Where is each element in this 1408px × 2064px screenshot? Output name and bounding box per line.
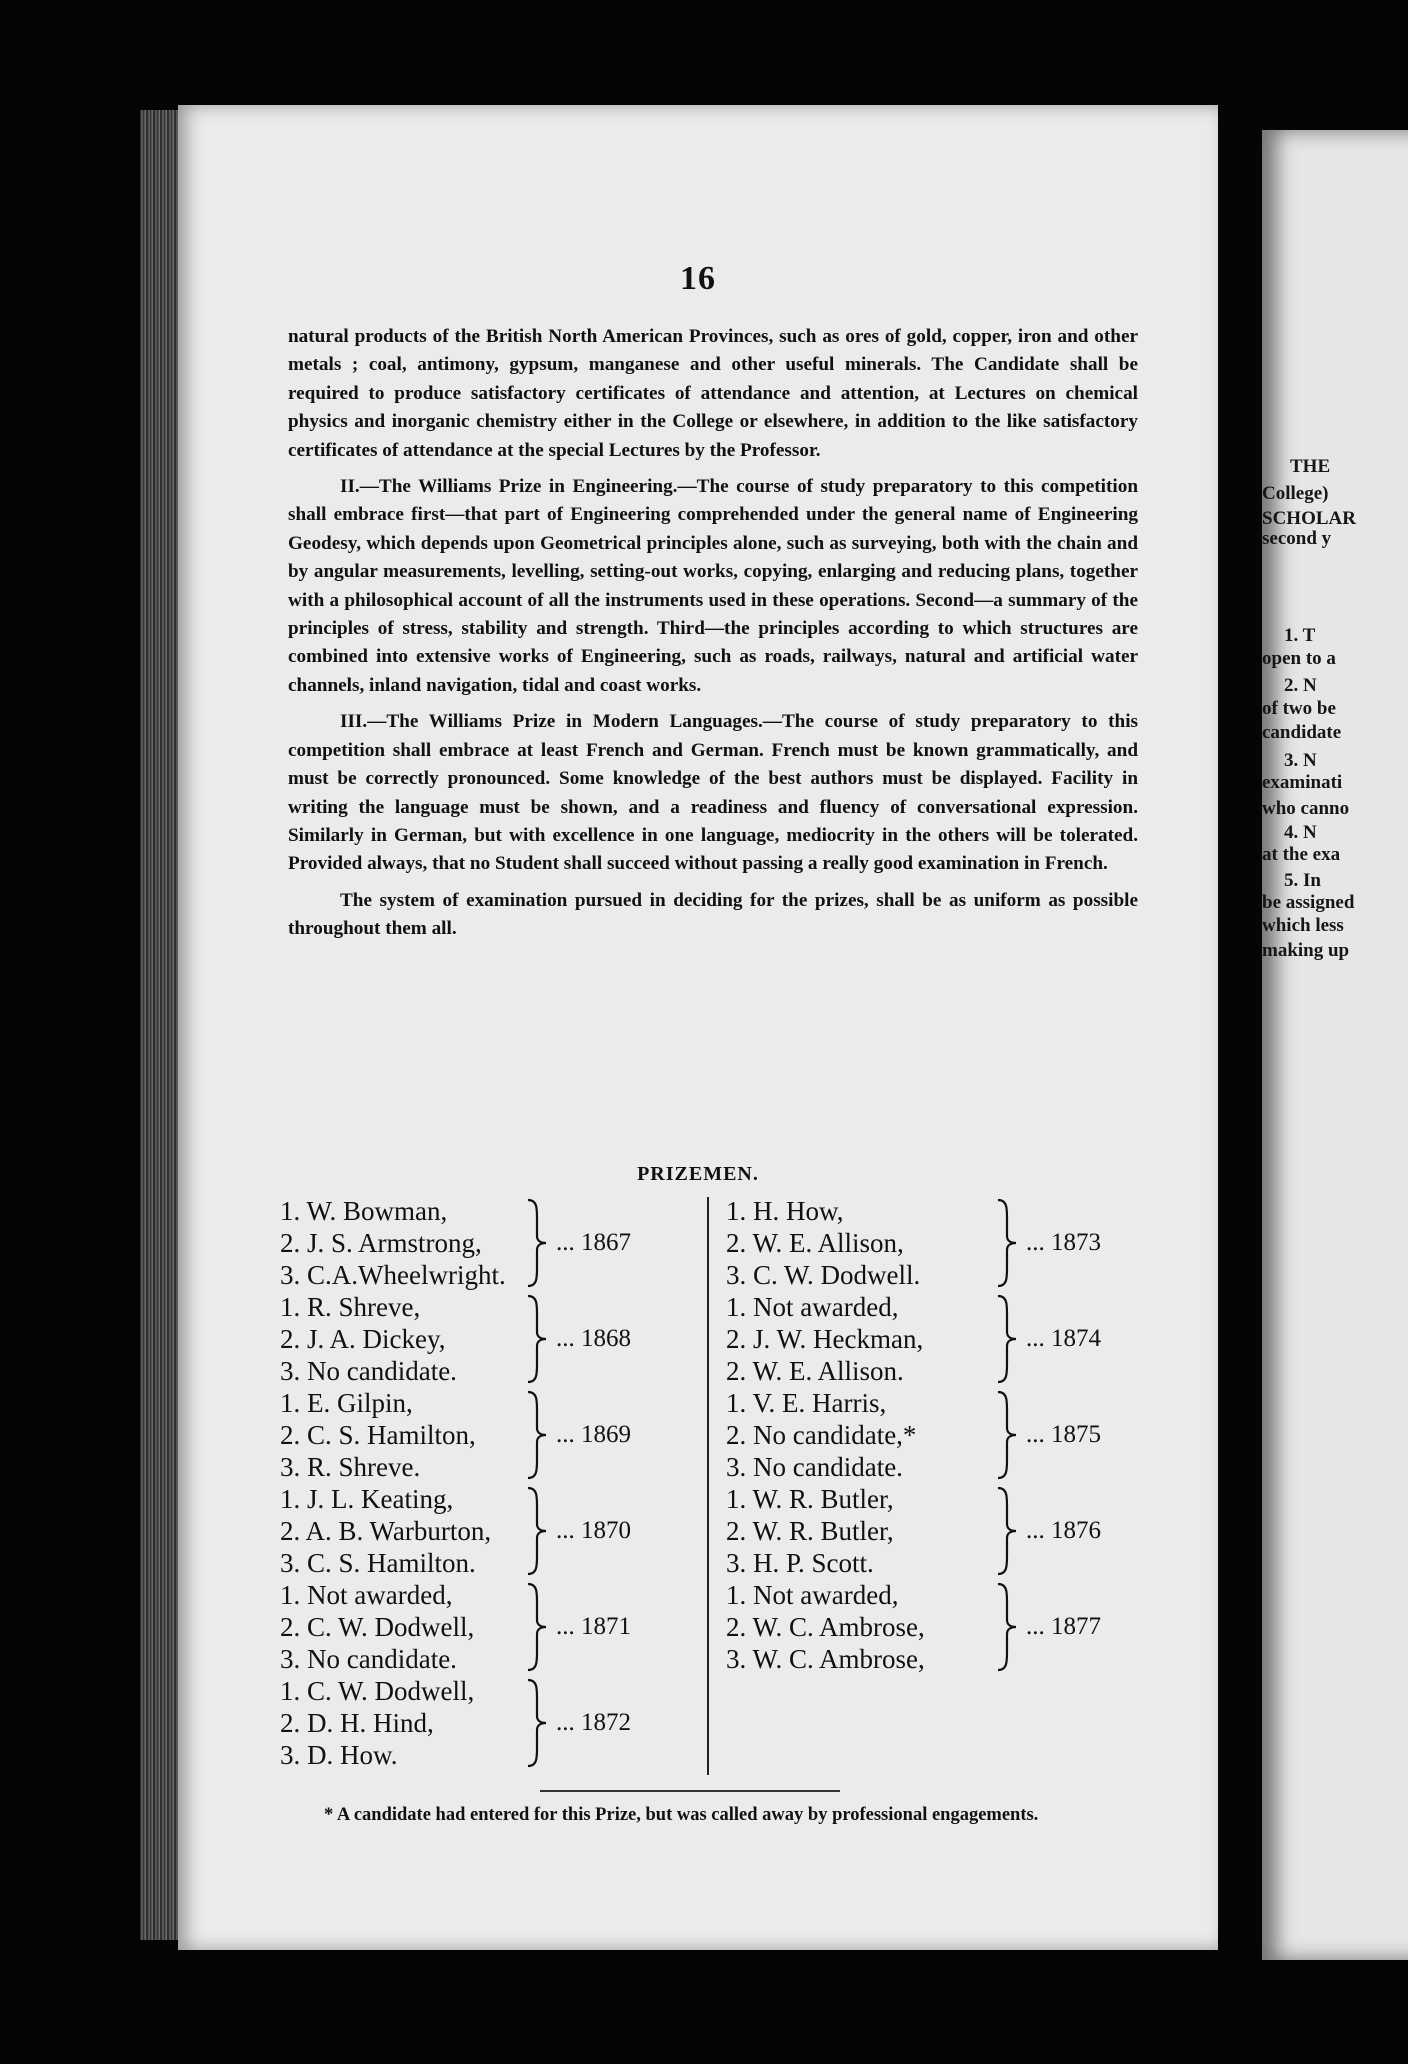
adjacent-page-line: at the exa xyxy=(1262,844,1341,865)
prizeman-entry: 2. W. E. Allison, xyxy=(726,1228,904,1258)
curly-brace xyxy=(994,1582,1020,1672)
prize-year: ... 1872 xyxy=(556,1709,631,1736)
prizemen-left-column xyxy=(280,1195,700,1771)
prizeman-entry: 1. W. R. Butler, xyxy=(726,1484,894,1514)
prizeman-entry: 3. W. C. Ambrose, xyxy=(726,1644,925,1674)
adjacent-page-line: making up xyxy=(1262,940,1350,961)
curly-brace xyxy=(994,1486,1020,1576)
page-number: 16 xyxy=(680,260,716,297)
prizeman-entry: 1. Not awarded, xyxy=(280,1580,453,1610)
body-text xyxy=(288,323,1138,952)
prize-year: ... 1873 xyxy=(1026,1229,1101,1256)
prizeman-entry: 1. J. L. Keating, xyxy=(280,1484,454,1514)
prize-year: ... 1868 xyxy=(556,1325,631,1352)
prize-year-group xyxy=(280,1291,700,1387)
adjacent-page-line: of two be xyxy=(1262,698,1336,719)
prizeman-entry: 2. C. W. Dodwell, xyxy=(280,1612,475,1642)
adjacent-page-edge xyxy=(1262,130,1408,1960)
prizeman-entry: 2. W. R. Butler, xyxy=(726,1516,894,1546)
prizeman-entry: 3. C. W. Dodwell. xyxy=(726,1260,921,1290)
footnote-rule xyxy=(540,1790,840,1792)
curly-brace xyxy=(994,1390,1020,1480)
prizeman-entry: 1. Not awarded, xyxy=(726,1292,899,1322)
prizeman-entry: 2. W. E. Allison. xyxy=(726,1356,904,1386)
adjacent-page-line: SCHOLAR xyxy=(1262,508,1356,529)
prizeman-entry: 2. J. A. Dickey, xyxy=(280,1324,446,1354)
prize-year-group xyxy=(726,1387,1146,1483)
adjacent-page-line: THE xyxy=(1290,456,1331,477)
prizeman-entry: 1. Not awarded, xyxy=(726,1580,899,1610)
prizeman-entry: 3. No candidate. xyxy=(726,1452,903,1482)
adjacent-page-line: which less xyxy=(1262,915,1344,936)
prizeman-entry: 2. J. W. Heckman, xyxy=(726,1324,924,1354)
prize-year-group xyxy=(726,1579,1146,1675)
prizeman-entry: 2. W. C. Ambrose, xyxy=(726,1612,925,1642)
prize-year-group xyxy=(726,1291,1146,1387)
adjacent-page-line: be assigned xyxy=(1262,892,1355,913)
prize-year: ... 1869 xyxy=(556,1421,631,1448)
prizeman-entry: 3. C. S. Hamilton. xyxy=(280,1548,476,1578)
page xyxy=(178,105,1218,1950)
prize-year: ... 1870 xyxy=(556,1517,631,1544)
curly-brace xyxy=(524,1198,550,1288)
paragraph-minerals: natural products of the British North American Provinces, such as ores of gold, copper, iron and other metals ; coal, antimony, gypsum, manganese and other useful minerals. The Candidate shall be required to produce satisfactory certificates of attendance and attention, at Lectures on chemical physics and inorganic chemistry either in the College or elsewhere, in addition to the like satisfactory certificates of attendance at the special Lectures by the Professor. xyxy=(288,326,1138,461)
adjacent-page-line: 5. In xyxy=(1284,870,1321,891)
prizeman-entry: 2. J. S. Armstrong, xyxy=(280,1228,482,1258)
prizeman-entry: 3. R. Shreve. xyxy=(280,1452,421,1482)
adjacent-page-line: 1. T xyxy=(1284,625,1316,646)
prizeman-entry: 3. No candidate. xyxy=(280,1644,457,1674)
prize-year: ... 1871 xyxy=(556,1613,631,1640)
prize-year-group xyxy=(280,1579,700,1675)
prize-year: ... 1876 xyxy=(1026,1517,1101,1544)
prize-year-group xyxy=(280,1387,700,1483)
prizeman-entry: 1. E. Gilpin, xyxy=(280,1388,413,1418)
prize-year: ... 1874 xyxy=(1026,1325,1101,1352)
prize-year: ... 1877 xyxy=(1026,1613,1101,1640)
adjacent-page-line: open to a xyxy=(1262,648,1336,669)
book-spine xyxy=(140,110,180,1940)
prize-year: ... 1867 xyxy=(556,1229,631,1256)
adjacent-page-line: College) xyxy=(1262,483,1329,504)
adjacent-page-line: 3. N xyxy=(1284,750,1317,771)
prizeman-entry: 3. D. How. xyxy=(280,1740,398,1770)
prizeman-entry: 1. C. W. Dodwell, xyxy=(280,1676,475,1706)
prizeman-entry: 1. H. How, xyxy=(726,1196,844,1226)
prizemen-right-column xyxy=(726,1195,1146,1675)
adjacent-page-line: examinati xyxy=(1262,772,1343,793)
curly-brace xyxy=(524,1582,550,1672)
prizeman-entry: 2. No candidate,* xyxy=(726,1420,917,1450)
adjacent-page-line: second y xyxy=(1262,528,1332,549)
prize-year-group xyxy=(726,1195,1146,1291)
curly-brace xyxy=(994,1198,1020,1288)
prize-year-group xyxy=(280,1483,700,1579)
paragraph-examination-system: The system of examination pursued in deciding for the prizes, shall be as uniform as possible throughout them all. xyxy=(288,889,1138,940)
prize-year-group xyxy=(726,1483,1146,1579)
footnote: * A candidate had entered for this Prize, but was called away by professional engagements. xyxy=(324,1805,1039,1825)
prizeman-entry: 3. H. P. Scott. xyxy=(726,1548,874,1578)
adjacent-page-line: candidate xyxy=(1262,722,1342,743)
prize-year-group xyxy=(280,1195,700,1291)
adjacent-page-line: who canno xyxy=(1262,798,1350,819)
prizeman-entry: 2. A. B. Warburton, xyxy=(280,1516,492,1546)
curly-brace xyxy=(994,1294,1020,1384)
curly-brace xyxy=(524,1294,550,1384)
prizemen-heading: PRIZEMEN. xyxy=(637,1163,759,1185)
prizeman-entry: 2. D. H. Hind, xyxy=(280,1708,434,1738)
prizeman-entry: 3. C.A.Wheelwright. xyxy=(280,1260,506,1290)
prize-year: ... 1875 xyxy=(1026,1421,1101,1448)
curly-brace xyxy=(524,1678,550,1768)
prizeman-entry: 1. R. Shreve, xyxy=(280,1292,421,1322)
prizeman-entry: 3. No candidate. xyxy=(280,1356,457,1386)
prize-year-group xyxy=(280,1675,700,1771)
prizeman-entry: 1. W. Bowman, xyxy=(280,1196,448,1226)
prizeman-entry: 2. C. S. Hamilton, xyxy=(280,1420,476,1450)
adjacent-page-line: 4. N xyxy=(1284,822,1317,843)
paragraph-engineering-prize: II.—The Williams Prize in Engineering.—The course of study preparatory to this competition shall embrace first—that part of Engineering comprehended under the general name of Engineering Geodesy, which depends upon Geometrical principles alone, such as surveying, both with the chain and by angular measurements, levelling, setting-out works, copying, enlarging and reducing plans, together with a philosophical account of all the instruments used in these operations. Second—a summary of the principles of stress, stability and strength. Third—the principles according to which structures are combined into extensive works of Engineering, such as roads, railways, natural and artificial water channels, inland navigation, tidal and coast works. xyxy=(288,476,1138,696)
paragraph-languages-prize: III.—The Williams Prize in Modern Languages.—The course of study preparatory to this competition shall embrace at least French and German. French must be known grammatically, and must be correctly pronounced. Some knowledge of the best authors must be displayed. Facility in writing the language must be shown, and a readiness and fluency of conversational expression. Similarly in German, but with excellence in one language, mediocrity in the others will be tolerated. Provided always, that no Student shall succeed without passing a really good examination in French. xyxy=(288,711,1138,875)
prizeman-entry: 1. V. E. Harris, xyxy=(726,1388,887,1418)
adjacent-page-line: 2. N xyxy=(1284,675,1317,696)
curly-brace xyxy=(524,1390,550,1480)
curly-brace xyxy=(524,1486,550,1576)
column-divider xyxy=(707,1197,709,1775)
